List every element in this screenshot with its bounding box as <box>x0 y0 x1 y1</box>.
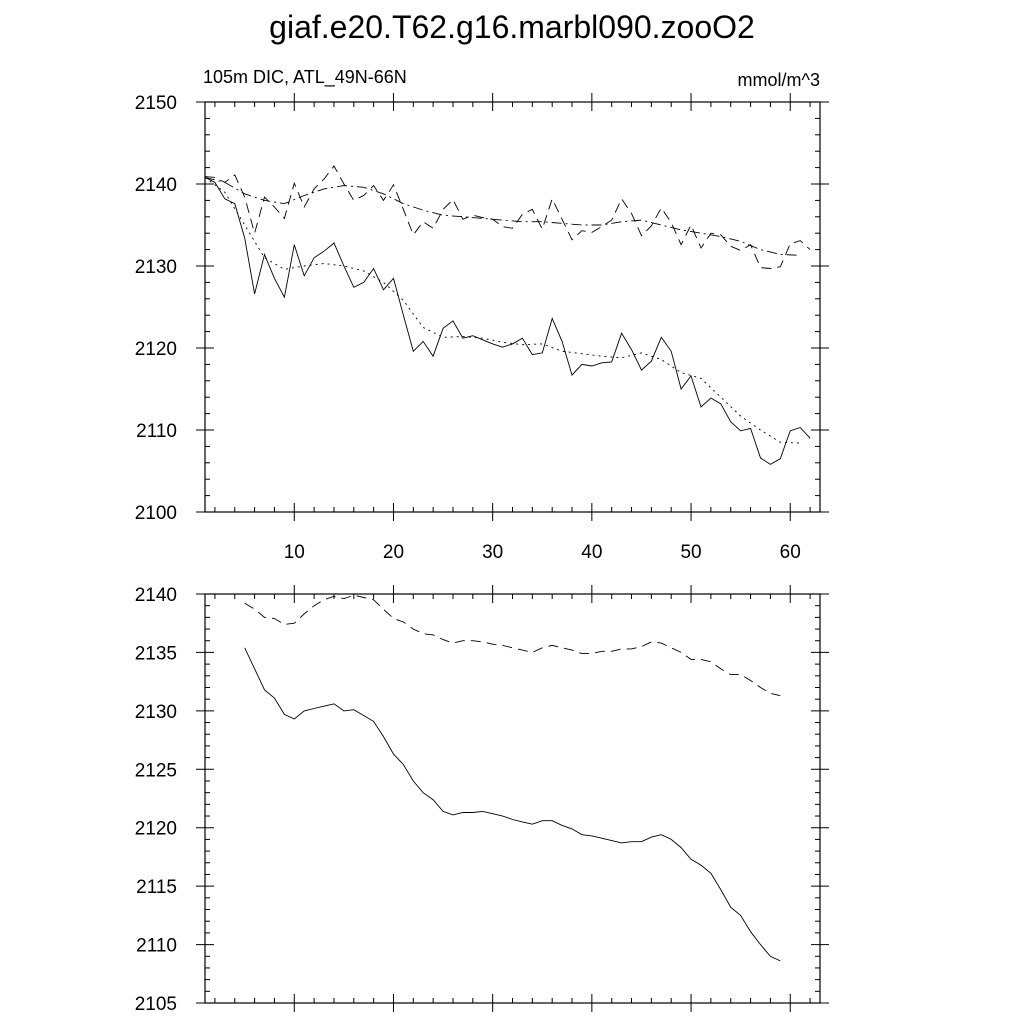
panel-1-plot <box>135 93 829 563</box>
panel-2-y-tick-label: 2140 <box>134 585 177 606</box>
panel-2-plot <box>135 585 829 1015</box>
panel-1-x-tick-label: 50 <box>680 542 702 563</box>
panel-1-x-tick-label: 20 <box>382 542 405 563</box>
panel-1-series-dashdot-line <box>205 177 800 255</box>
panel-1-y-tick-label: 2140 <box>134 175 177 196</box>
panel-1-x-tick-label: 10 <box>283 542 305 563</box>
panel-2-y-tick-label: 2135 <box>134 643 177 665</box>
panel-1-y-tick-label: 2100 <box>134 503 177 524</box>
panel-2-y-tick-label: 2110 <box>136 935 177 957</box>
panel-1-frame <box>205 102 820 512</box>
panel-2-series-dashed-line <box>245 595 781 696</box>
panel-2-series-solid-line <box>245 648 781 961</box>
panel-1-y-tick-label: 2110 <box>136 421 177 442</box>
panel-1-series-dotted-line <box>205 177 800 443</box>
panel-2-y-tick-label: 2120 <box>134 818 177 840</box>
panel-1-units: mmol/m^3 <box>737 70 820 90</box>
panel-2-y-tick-label: 2125 <box>134 760 177 782</box>
panel-1-y-tick-label: 2130 <box>134 257 177 278</box>
panel-1-x-tick-label: 30 <box>482 542 504 563</box>
panel-2-y-tick-label: 2115 <box>136 877 177 899</box>
panel-1-y-tick-label: 2150 <box>134 93 177 114</box>
panel-1-y-tick-label: 2120 <box>134 339 177 360</box>
panel-1-x-tick-label: 40 <box>581 542 603 563</box>
panel-1-x-tick-label: 60 <box>779 542 801 563</box>
panel-1-series-dashed-line <box>205 166 810 269</box>
panel-1-subtitle: 105m DIC, ATL_49N-66N <box>203 67 407 87</box>
figure-title: giaf.e20.T62.g16.marbl090.zooO2 <box>269 9 755 45</box>
panel-2-y-tick-label: 2105 <box>134 994 177 1015</box>
panel-2-y-tick-label: 2130 <box>134 701 177 723</box>
panel-2-frame <box>205 594 820 1003</box>
